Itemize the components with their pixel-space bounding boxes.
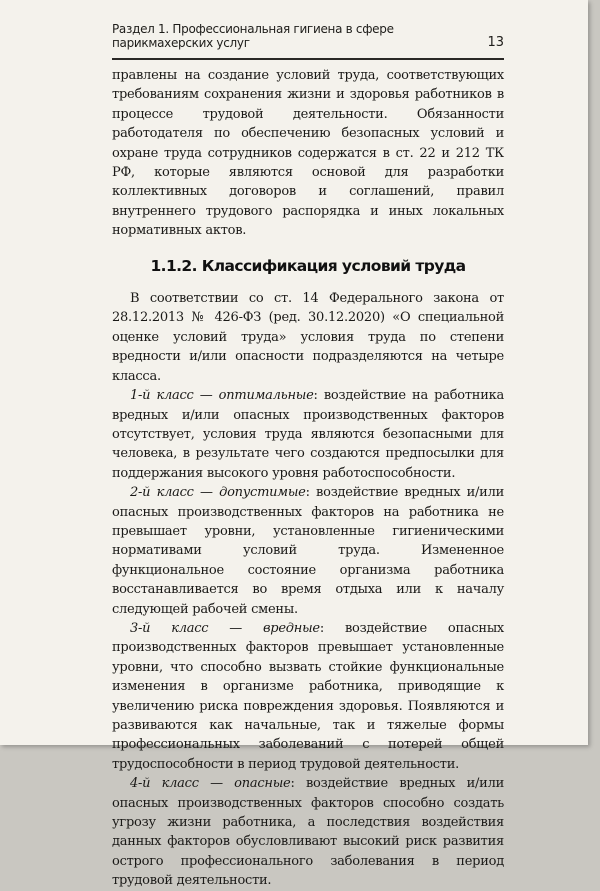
class-4-text: : воздействие вредных и/или опасных производственных факторов способно создать угрозу жизни работника, а последствия воздействия данных факторов обусловливают высокий риск развития острого профессионального заболевания в период трудовой деятельности. bbox=[112, 776, 504, 889]
class-4-term: 4-й класс — опасные bbox=[130, 776, 291, 792]
class-3-term: 3-й класс — вредные bbox=[130, 620, 320, 636]
class-4-paragraph bbox=[112, 774, 504, 890]
lead-paragraph: В соответствии со ст. 14 Федерального закона от 28.12.2013 № 426-ФЗ (ред. 30.12.2020) «О специальной оценке условий труда» условия труда по степени вредности и/или опасности подразделяются на четыре класса. bbox=[112, 291, 504, 384]
intro-paragraph: правлены на создание условий труда, соответствующих требованиям сохранения жизни и здоровья работников в процессе трудовой деятельности. Обязанности работодателя по обеспечению безопасных условий и охране труда сотрудников содержатся в ст. 22 и 212 ТК РФ, которые являются основой для разработки коллективных договоров и соглашений, правил внутреннего трудового распорядка и иных локальных нормативных актов. bbox=[112, 68, 504, 239]
class-2-text: : воздействие вредных и/или опасных производственных факторов на работника не превышает уровни, установленные гигиеническими нормативами условий труда. Измененное функциональное состояние организма работника восстанавливается во время отдыха или к началу следующей рабочей смены. bbox=[112, 485, 504, 617]
running-header bbox=[112, 22, 504, 50]
section-title: Раздел 1. Профессиональная гигиена в сфере парикмахерских услуг bbox=[112, 22, 394, 50]
page-body bbox=[112, 66, 504, 891]
section-heading: 1.1.2. Классификация условий труда bbox=[150, 256, 466, 275]
class-3-text: : воздействие опасных производственных факторов превышает установленные уровни, что способно вызвать стойкие функциональные изменения в организме работника, приводящие к увеличению риска повреждения здоровья. Появляются и развиваются как начальные, так и тяжелые формы профессиональных заболеваний с потерей общей трудоспособности в период трудовой деятельности. bbox=[112, 620, 504, 772]
class-1-paragraph bbox=[112, 386, 504, 483]
class-2-paragraph bbox=[112, 483, 504, 619]
page-number: 13 bbox=[487, 35, 504, 50]
class-1-text: : воздействие на работника вредных и/или опасных производственных факторов отсутствует, условия труда являются безопасными для человека, в результате чего создаются предпосылки для поддержания высокого уровня работоспособности. bbox=[112, 388, 504, 481]
header-rule bbox=[112, 58, 504, 60]
class-2-term: 2-й класс — допустимые bbox=[130, 485, 306, 501]
class-1-term: 1-й класс — оптимальные bbox=[130, 388, 314, 404]
class-3-paragraph bbox=[112, 619, 504, 774]
